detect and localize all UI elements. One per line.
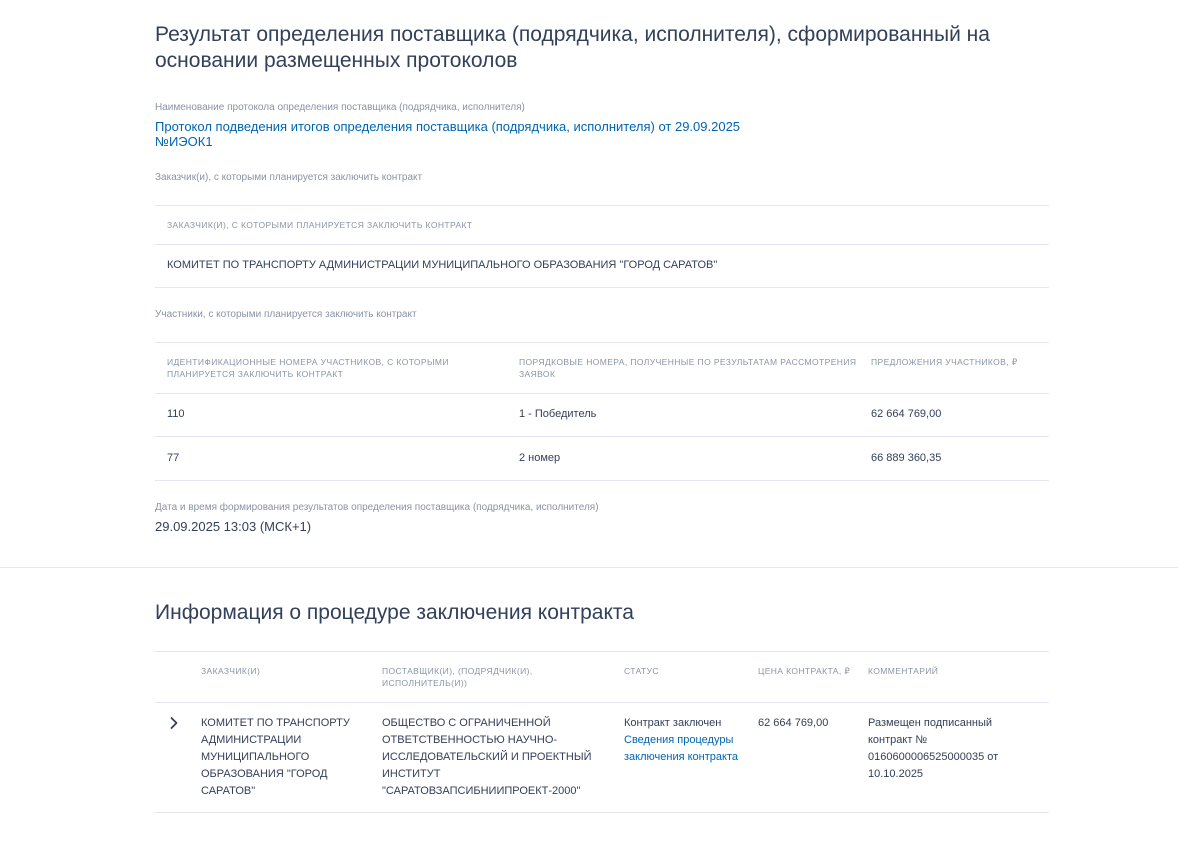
participant-rank: 1 - Победитель <box>519 408 597 420</box>
participant-id: 110 <box>167 408 185 420</box>
contract-supplier: ОБЩЕСТВО С ОГРАНИЧЕННОЙ ОТВЕТСТВЕННОСТЬЮ НАУЧНО-ИССЛЕДОВАТЕЛЬСКИЙ И ПРОЕКТНЫЙ ИНСТИТУТ "САРАТОВЗАПСИБНИИПРОЕКТ-2000" <box>382 717 592 797</box>
contract-price: 62 664 769,00 <box>758 717 829 729</box>
contract-status: Контракт заключен <box>624 717 722 729</box>
participant-rank: 2 номер <box>519 452 561 464</box>
divider <box>155 702 1049 703</box>
participants-header-id: ИДЕНТИФИКАЦИОННЫЕ НОМЕРА УЧАСТНИКОВ, С КОТОРЫМИ ПЛАНИРУЕТСЯ ЗАКЛЮЧИТЬ КОНТРАКТ <box>167 357 449 379</box>
participants-label: Участники, с которыми планируется заключить контракт <box>155 309 417 320</box>
datetime-value: 29.09.2025 13:03 (МСК+1) <box>155 519 312 534</box>
divider <box>155 244 1049 245</box>
contract-procedure-link[interactable]: Сведения процедуры заключения контракта <box>624 734 738 763</box>
participants-header-offer: ПРЕДЛОЖЕНИЯ УЧАСТНИКОВ, ₽ <box>871 357 1018 367</box>
contract-status-cell <box>624 715 749 766</box>
participants-header-rank: ПОРЯДКОВЫЕ НОМЕРА, ПОЛУЧЕННЫЕ ПО РЕЗУЛЬТАТАМ РАССМОТРЕНИЯ ЗАЯВОК <box>519 357 857 379</box>
chevron-right-icon[interactable] <box>166 715 182 731</box>
result-title: Результат определения поставщика (подрядчика, исполнителя), сформированный на основании размещенных протоколов <box>155 23 990 72</box>
divider <box>155 205 1049 206</box>
contract-section-title: Информация о процедуре заключения контракта <box>155 601 634 624</box>
divider <box>155 342 1049 343</box>
datetime-label: Дата и время формирования результатов определения поставщика (подрядчика, исполнителя) <box>155 502 599 513</box>
protocol-link-line2[interactable]: №ИЭОК1 <box>155 134 213 149</box>
customers-table-header: ЗАКАЗЧИК(И), С КОТОРЫМИ ПЛАНИРУЕТСЯ ЗАКЛЮЧИТЬ КОНТРАКТ <box>167 220 473 230</box>
contract-customer: КОМИТЕТ ПО ТРАНСПОРТУ АДМИНИСТРАЦИИ МУНИЦИПАЛЬНОГО ОБРАЗОВАНИЯ "ГОРОД САРАТОВ" <box>201 717 350 797</box>
contract-header-comment: КОММЕНТАРИЙ <box>868 666 939 676</box>
divider <box>155 436 1049 437</box>
customers-label: Заказчик(и), с которыми планируется заключить контракт <box>155 172 423 183</box>
divider <box>155 480 1049 481</box>
participant-id: 77 <box>167 452 180 464</box>
divider <box>155 812 1049 813</box>
contract-header-price: ЦЕНА КОНТРАКТА, ₽ <box>758 666 851 676</box>
customers-table-cell: КОМИТЕТ ПО ТРАНСПОРТУ АДМИНИСТРАЦИИ МУНИЦИПАЛЬНОГО ОБРАЗОВАНИЯ "ГОРОД САРАТОВ" <box>167 259 718 271</box>
divider <box>155 287 1049 288</box>
contract-header-customer: ЗАКАЗЧИК(И) <box>201 666 261 676</box>
contract-header-supplier: ПОСТАВЩИК(И), (ПОДРЯДЧИК(И), ИСПОЛНИТЕЛЬ(И)) <box>382 666 533 688</box>
contract-header-status: СТАТУС <box>624 666 659 676</box>
protocol-link-line1[interactable]: Протокол подведения итогов определения поставщика (подрядчика, исполнителя) от 29.09.2025 <box>155 119 741 134</box>
divider <box>155 651 1049 652</box>
divider <box>155 393 1049 394</box>
protocol-name-label: Наименование протокола определения поставщика (подрядчика, исполнителя) <box>155 102 525 113</box>
participant-offer: 66 889 360,35 <box>871 452 942 464</box>
participant-offer: 62 664 769,00 <box>871 408 942 420</box>
protocol-link[interactable] <box>155 119 795 149</box>
contract-comment: Размещен подписанный контракт № 0160600006525000035 от 10.10.2025 <box>868 717 999 780</box>
